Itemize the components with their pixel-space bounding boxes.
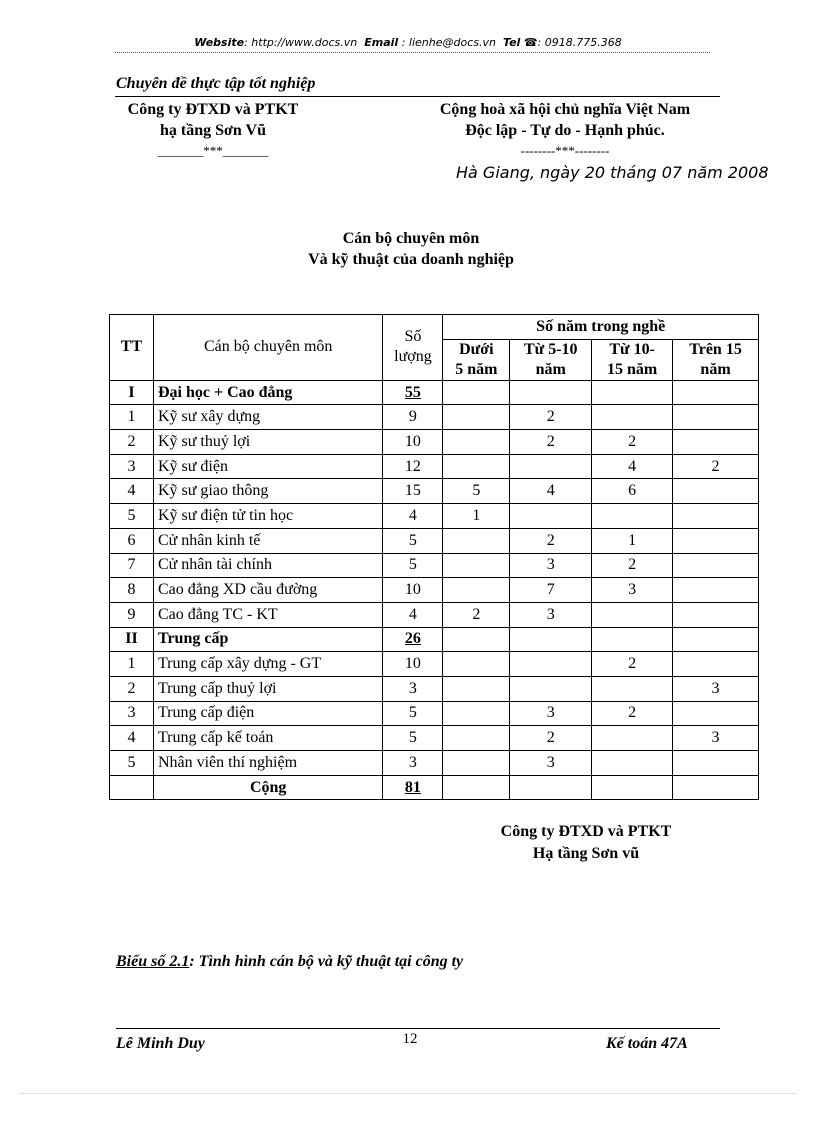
table-row <box>110 479 759 504</box>
header-bucket-4-line2: năm <box>700 360 731 378</box>
cell-tt: 5 <box>110 751 154 776</box>
header-qty-line1: Số <box>404 328 422 346</box>
header-bucket-3 <box>592 339 673 380</box>
cell-qty: 3 <box>383 676 443 701</box>
header-tt: TT <box>110 315 154 381</box>
header-bucket-2 <box>510 339 592 380</box>
cell-over-15 <box>673 528 759 553</box>
cell-qty: 5 <box>383 701 443 726</box>
header-divider <box>115 52 710 53</box>
cell-10-15 <box>592 405 673 430</box>
cell-qty: 3 <box>383 751 443 776</box>
cell-tt: 2 <box>110 676 154 701</box>
tel-label: Tel <box>502 36 521 49</box>
cell-name: Nhân viên thí nghiệm <box>153 751 383 776</box>
cell-name: Trung cấp điện <box>153 701 383 726</box>
table-row <box>110 430 759 455</box>
cell-over-15 <box>673 504 759 529</box>
email-label: Email <box>364 36 399 49</box>
cell-10-15 <box>592 380 673 405</box>
cell-5-10: 7 <box>510 578 592 603</box>
doc-title-line2: Và kỹ thuật của doanh nghiệp <box>308 251 514 268</box>
footer-class: Kế toán 47A <box>606 1035 688 1052</box>
table-row <box>110 528 759 553</box>
cell-name: Cử nhân kinh tế <box>153 528 383 553</box>
total-b3 <box>592 775 673 800</box>
caption-label: Biểu số 2.1 <box>116 953 190 970</box>
cell-5-10 <box>510 504 592 529</box>
document-date: Hà Giang, ngày 20 tháng 07 năm 2008 <box>456 163 769 182</box>
cell-5-10: 2 <box>510 405 592 430</box>
caption-text: : Tình hình cán bộ và kỹ thuật tại công ty <box>189 953 464 970</box>
cell-5-10: 3 <box>510 701 592 726</box>
phone-icon: ☎ <box>523 36 538 49</box>
cell-qty: 10 <box>383 430 443 455</box>
company-name-line2: hạ tầng Sơn Vũ <box>160 122 266 139</box>
cell-under-5 <box>443 701 510 726</box>
cell-name: Cử nhân tài chính <box>153 553 383 578</box>
cell-10-15: 1 <box>592 528 673 553</box>
cell-10-15: 2 <box>592 652 673 677</box>
group-row <box>110 627 759 652</box>
cell-qty: 10 <box>383 652 443 677</box>
cell-5-10: 4 <box>510 479 592 504</box>
cell-tt: 2 <box>110 430 154 455</box>
cell-10-15 <box>592 504 673 529</box>
cell-10-15 <box>592 726 673 751</box>
cell-qty: 4 <box>383 504 443 529</box>
cell-name: Trung cấp kế toán <box>153 726 383 751</box>
table-row <box>110 701 759 726</box>
page-number: 12 <box>402 1031 418 1047</box>
table-row <box>110 578 759 603</box>
header-bucket-3-line1: Từ 10- <box>609 340 655 358</box>
cell-tt: 9 <box>110 602 154 627</box>
cell-10-15: 2 <box>592 701 673 726</box>
total-b1 <box>443 775 510 800</box>
cell-tt: I <box>110 380 154 405</box>
doc-title-line1: Cán bộ chuyên môn <box>342 230 480 247</box>
cell-over-15 <box>673 701 759 726</box>
total-b2 <box>510 775 592 800</box>
cell-over-15 <box>673 405 759 430</box>
nation-motto: Độc lập - Tự do - Hạnh phúc. <box>465 122 665 139</box>
cell-over-15 <box>673 578 759 603</box>
group-row <box>110 380 759 405</box>
table-row <box>110 726 759 751</box>
cell-tt: 5 <box>110 504 154 529</box>
cell-name: Cao đẳng TC - KT <box>153 602 383 627</box>
total-qty: 81 <box>383 775 443 800</box>
cell-under-5 <box>443 454 510 479</box>
cell-over-15 <box>673 430 759 455</box>
table-row <box>110 751 759 776</box>
cell-qty: 15 <box>383 479 443 504</box>
header-bucket-4 <box>673 339 759 380</box>
cell-name: Đại học + Cao đẳng <box>153 380 383 405</box>
website-header <box>0 36 816 49</box>
staff-table <box>109 314 759 800</box>
cell-qty: 5 <box>383 553 443 578</box>
header-bucket-2-line2: năm <box>535 360 566 378</box>
cell-under-5: 5 <box>443 479 510 504</box>
cell-under-5: 1 <box>443 504 510 529</box>
header-staff: Cán bộ chuyên môn <box>153 315 383 381</box>
cell-name: Trung cấp <box>153 627 383 652</box>
topic-divider <box>115 96 720 97</box>
table-row <box>110 602 759 627</box>
cell-name: Trung cấp xây dựng - GT <box>153 652 383 677</box>
total-tt <box>110 775 154 800</box>
cell-name: Kỹ sư điện tử tin học <box>153 504 383 529</box>
footer-author: Lê Minh Duy <box>116 1035 205 1052</box>
cell-10-15: 3 <box>592 578 673 603</box>
cell-10-15 <box>592 627 673 652</box>
header-bucket-3-line2: 15 năm <box>607 360 658 378</box>
cell-5-10 <box>510 652 592 677</box>
header-bucket-1-line2: 5 năm <box>455 360 498 378</box>
cell-5-10: 3 <box>510 553 592 578</box>
header-qty <box>383 315 443 381</box>
cell-under-5 <box>443 751 510 776</box>
total-row <box>110 775 759 800</box>
table-row <box>110 553 759 578</box>
cell-5-10 <box>510 454 592 479</box>
cell-under-5 <box>443 652 510 677</box>
website-label: Website <box>194 36 245 49</box>
cell-over-15 <box>673 602 759 627</box>
header-bucket-2-line1: Từ 5-10 <box>523 340 578 358</box>
cell-name: Cao đẳng XD cầu đường <box>153 578 383 603</box>
cell-over-15 <box>673 380 759 405</box>
cell-qty: 12 <box>383 454 443 479</box>
cell-5-10 <box>510 627 592 652</box>
header-bucket-4-line1: Trên 15 <box>689 340 742 358</box>
cell-under-5 <box>443 676 510 701</box>
table-row <box>110 454 759 479</box>
company-separator: _______***_______ <box>157 143 269 158</box>
table-body <box>110 380 759 775</box>
cell-qty: 4 <box>383 602 443 627</box>
cell-under-5 <box>443 726 510 751</box>
company-name-line1: Công ty ĐTXD và PTKT <box>127 101 299 118</box>
cell-tt: 6 <box>110 528 154 553</box>
cell-under-5 <box>443 578 510 603</box>
cell-qty: 9 <box>383 405 443 430</box>
nation-separator: --------***-------- <box>520 143 610 158</box>
cell-tt: 1 <box>110 652 154 677</box>
cell-name: Kỹ sư thuỷ lợi <box>153 430 383 455</box>
page-bottom-edge <box>20 1093 796 1094</box>
cell-tt: 7 <box>110 553 154 578</box>
cell-10-15 <box>592 751 673 776</box>
cell-name: Kỹ sư giao thông <box>153 479 383 504</box>
cell-qty: 5 <box>383 528 443 553</box>
table-row <box>110 652 759 677</box>
cell-qty: 55 <box>383 380 443 405</box>
cell-5-10: 2 <box>510 430 592 455</box>
cell-name: Kỹ sư điện <box>153 454 383 479</box>
cell-5-10: 3 <box>510 602 592 627</box>
cell-qty: 10 <box>383 578 443 603</box>
cell-over-15: 3 <box>673 726 759 751</box>
header-bucket-1-line1: Dưới <box>459 340 494 358</box>
cell-over-15 <box>673 479 759 504</box>
website-url[interactable]: : http://www.docs.vn <box>244 36 358 49</box>
cell-tt: 4 <box>110 479 154 504</box>
header-qty-line2: lượng <box>394 348 432 366</box>
figure-caption <box>116 953 463 971</box>
topic-title: Chuyên đề thực tập tốt nghiệp <box>116 75 316 92</box>
cell-over-15 <box>673 751 759 776</box>
cell-under-5 <box>443 380 510 405</box>
cell-10-15: 4 <box>592 454 673 479</box>
total-b4 <box>673 775 759 800</box>
cell-10-15 <box>592 602 673 627</box>
nation-title: Cộng hoà xã hội chủ nghĩa Việt Nam <box>439 101 691 118</box>
cell-name: Trung cấp thuỷ lợi <box>153 676 383 701</box>
cell-10-15: 2 <box>592 553 673 578</box>
cell-under-5 <box>443 528 510 553</box>
cell-under-5 <box>443 430 510 455</box>
cell-over-15: 2 <box>673 454 759 479</box>
cell-5-10: 3 <box>510 751 592 776</box>
signature-line1: Công ty ĐTXD và PTKT <box>500 823 672 840</box>
cell-tt: 3 <box>110 454 154 479</box>
cell-over-15 <box>673 652 759 677</box>
header-years: Số năm trong nghề <box>443 315 759 340</box>
cell-5-10: 2 <box>510 528 592 553</box>
cell-under-5: 2 <box>443 602 510 627</box>
table-row <box>110 676 759 701</box>
cell-10-15: 6 <box>592 479 673 504</box>
header-bucket-1 <box>443 339 510 380</box>
email-address[interactable]: : lienhe@docs.vn <box>401 36 496 49</box>
total-label: Cộng <box>153 775 383 800</box>
cell-over-15 <box>673 553 759 578</box>
cell-10-15 <box>592 676 673 701</box>
cell-qty: 26 <box>383 627 443 652</box>
cell-tt: II <box>110 627 154 652</box>
cell-tt: 3 <box>110 701 154 726</box>
cell-5-10 <box>510 676 592 701</box>
cell-name: Kỹ sư xây dựng <box>153 405 383 430</box>
signature-line2: Hạ tầng Sơn vũ <box>532 845 640 862</box>
cell-5-10 <box>510 380 592 405</box>
table-row <box>110 405 759 430</box>
cell-tt: 8 <box>110 578 154 603</box>
footer-divider <box>116 1028 720 1029</box>
tel-number: : 0918.775.368 <box>537 36 622 49</box>
cell-5-10: 2 <box>510 726 592 751</box>
cell-under-5 <box>443 405 510 430</box>
cell-tt: 4 <box>110 726 154 751</box>
cell-over-15 <box>673 627 759 652</box>
cell-10-15: 2 <box>592 430 673 455</box>
cell-tt: 1 <box>110 405 154 430</box>
cell-under-5 <box>443 627 510 652</box>
cell-under-5 <box>443 553 510 578</box>
table-row <box>110 504 759 529</box>
cell-qty: 5 <box>383 726 443 751</box>
cell-over-15: 3 <box>673 676 759 701</box>
